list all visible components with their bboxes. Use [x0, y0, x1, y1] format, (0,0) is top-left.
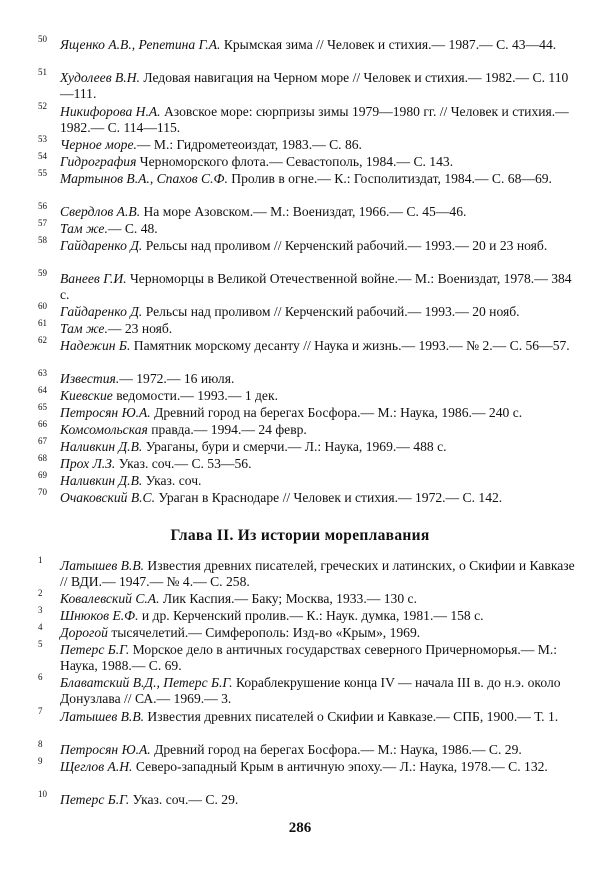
footnote-number: 4 [38, 622, 43, 632]
footnote-author: Никифорова Н.А. [60, 104, 161, 119]
footnote-3 [38, 605, 578, 624]
footnote-text: Древний город на берегах Босфора.— М.: Наука, 1986.— 240 с. [150, 405, 523, 420]
footnote-author: Наливкин Д.В. [60, 439, 143, 454]
footnote-number: 58 [38, 235, 47, 245]
footnote-4 [38, 622, 578, 641]
footnote-69 [38, 470, 578, 489]
footnote-68 [38, 453, 578, 472]
footnote-author: Наливкин Д.В. [60, 473, 143, 488]
footnote-number: 6 [38, 672, 43, 682]
footnote-1 [38, 555, 578, 591]
footnote-text: Ледовая навигация на Черном море // Человек и стихия.— 1982.— С. 110—111. [60, 70, 569, 102]
footnote-5 [38, 639, 578, 675]
footnote-number: 50 [38, 34, 47, 44]
footnote-56 [38, 201, 578, 220]
footnote-author: Киевские [60, 388, 113, 403]
footnote-author: Свердлов А.В. [60, 204, 141, 219]
footnote-number: 61 [38, 318, 47, 328]
footnote-author: Шнюков Е.Ф. [60, 608, 139, 623]
footnote-65 [38, 402, 578, 421]
footnote-author: Мартынов В.А., Спахов С.Ф. [60, 171, 228, 186]
footnote-text: Известия древних писателей о Скифии и Кавказе.— СПБ, 1900.— Т. 1. [144, 709, 559, 724]
footnote-text: ведомости.— 1993.— 1 дек. [112, 388, 278, 403]
footnote-6 [38, 672, 578, 708]
footnote-number: 53 [38, 134, 47, 144]
footnote-53 [38, 134, 578, 153]
footnote-number: 52 [38, 101, 47, 111]
footnote-text: Древний город на берегах Босфора.— М.: Наука, 1986.— С. 29. [150, 742, 522, 757]
footnote-number: 59 [38, 268, 47, 278]
footnote-text: Крымская зима // Человек и стихия.— 1987.— С. 43—44. [220, 37, 557, 52]
footnote-52 [38, 101, 578, 137]
footnote-author: Петросян Ю.А. [60, 742, 151, 757]
footnote-text: Ураганы, бури и смерчи.— Л.: Наука, 1969.— 488 с. [142, 439, 447, 454]
footnote-author: Ященко А.В., Репетина Г.А. [60, 37, 221, 52]
footnote-text: Черноморцы в Великой Отечественной войне.— М.: Воениздат, 1978.— 384 с. [60, 271, 572, 303]
footnote-number: 56 [38, 201, 47, 211]
footnote-9 [38, 756, 578, 775]
footnote-author: Латышев В.В. [60, 558, 145, 573]
footnote-number: 1 [38, 555, 43, 565]
footnote-author: Прох Л.З. [60, 456, 116, 471]
footnote-author: Там же. [60, 321, 108, 336]
footnote-text: Кораблекрушение конца IV — начала III в. до н.э. около Донузлава // СА.— 1969.— 3. [60, 675, 561, 707]
footnote-number: 63 [38, 368, 47, 378]
footnote-author: Черное море. [60, 137, 137, 152]
footnote-text: Указ. соч.— С. 53—56. [115, 456, 252, 471]
footnote-7 [38, 706, 578, 725]
footnote-author: Комсомольская [60, 422, 148, 437]
footnote-number: 60 [38, 301, 47, 311]
page-number: 286 [288, 820, 312, 836]
footnote-number: 10 [38, 789, 47, 799]
footnote-text: Черноморского флота.— Севастополь, 1984.— С. 143. [136, 154, 454, 169]
footnote-text: — 1972.— 16 июля. [119, 371, 235, 386]
footnote-number: 70 [38, 487, 47, 497]
footnote-61 [38, 318, 578, 337]
footnote-author: Петерс Б.Г. [60, 792, 130, 807]
footnote-60 [38, 301, 578, 320]
footnote-number: 69 [38, 470, 47, 480]
footnote-text: Памятник морскому десанту // Наука и жизнь.— 1993.— № 2.— С. 56—57. [130, 338, 570, 353]
footnote-number: 2 [38, 588, 43, 598]
footnote-10 [38, 789, 578, 808]
footnote-text: Морское дело в античных государствах северного Причерноморья.— М.: Наука, 1988.— С. 69. [60, 642, 558, 674]
footnote-number: 57 [38, 218, 47, 228]
footnote-number: 7 [38, 706, 43, 716]
footnote-number: 66 [38, 419, 47, 429]
footnote-author: Петерс Б.Г. [60, 642, 130, 657]
footnote-63 [38, 368, 578, 387]
footnote-text: — 23 нояб. [107, 321, 173, 336]
footnote-62 [38, 335, 578, 354]
footnote-text: Ураган в Краснодаре // Человек и стихия.— 1972.— С. 142. [155, 490, 503, 505]
footnote-number: 67 [38, 436, 47, 446]
footnote-2 [38, 588, 578, 607]
footnote-author: Известия. [60, 371, 120, 386]
footnote-number: 64 [38, 385, 47, 395]
footnote-text: Указ. соч. [142, 473, 202, 488]
footnote-text: тысячелетий.— Симферополь: Изд-во «Крым», 1969. [107, 625, 421, 640]
footnote-70 [38, 487, 578, 506]
footnote-author: Блаватский В.Д., Петерс Б.Г. [60, 675, 233, 690]
chapter-heading: Глава II. Из истории мореплавания [170, 527, 430, 544]
footnote-number: 3 [38, 605, 43, 615]
footnote-number: 54 [38, 151, 47, 161]
footnote-64 [38, 385, 578, 404]
footnote-text: Указ. соч.— С. 29. [129, 792, 239, 807]
footnote-66 [38, 419, 578, 438]
footnote-author: Гайдаренко Д. [60, 304, 143, 319]
footnote-author: Надежин Б. [60, 338, 131, 353]
footnote-55 [38, 168, 578, 187]
footnote-text: Известия древних писателей, греческих и латинских, о Скифии и Кавказе // ВДИ.— 1947.— № 4.— С. 258. [60, 558, 575, 590]
footnote-text: Рельсы над проливом // Керченский рабочий.— 1993.— 20 нояб. [142, 304, 520, 319]
footnote-number: 9 [38, 756, 43, 766]
footnote-author: Худолеев В.Н. [60, 70, 140, 85]
footnote-number: 62 [38, 335, 47, 345]
footnote-text: и др. Керченский пролив.— К.: Наук. думка, 1981.— 158 с. [138, 608, 484, 623]
footnote-number: 55 [38, 168, 47, 178]
footnote-author: Очаковский В.С. [60, 490, 156, 505]
footnote-author: Щеглов А.Н. [60, 759, 133, 774]
footnote-text: Лик Каспия.— Баку; Москва, 1933.— 130 с. [159, 591, 417, 606]
footnote-author: Петросян Ю.А. [60, 405, 151, 420]
footnote-text: Северо-западный Крым в античную эпоху.— Л.: Наука, 1978.— С. 132. [132, 759, 548, 774]
footnote-text: Азовское море: сюрпризы зимы 1979—1980 гг. // Человек и стихия.— 1982.— С. 114—115. [60, 104, 569, 136]
footnote-text: правда.— 1994.— 24 февр. [147, 422, 307, 437]
footnote-57 [38, 218, 578, 237]
footnote-8 [38, 739, 578, 758]
footnote-number: 5 [38, 639, 43, 649]
footnote-number: 65 [38, 402, 47, 412]
footnote-text: — М.: Гидрометеоиздат, 1983.— С. 86. [136, 137, 362, 152]
footnote-author: Ванеев Г.И. [60, 271, 127, 286]
footnote-author: Гайдаренко Д. [60, 238, 143, 253]
footnote-author: Ковалевский С.А. [60, 591, 160, 606]
footnote-author: Гидрография [60, 154, 137, 169]
footnote-text: Пролив в огне.— К.: Госполитиздат, 1984.— С. 68—69. [227, 171, 552, 186]
footnote-text: На море Азовском.— М.: Воениздат, 1966.— С. 45—46. [140, 204, 467, 219]
footnote-author: Дорогой [60, 625, 108, 640]
footnote-51 [38, 67, 578, 103]
footnote-50 [38, 34, 578, 53]
footnote-text: Рельсы над проливом // Керченский рабочий.— 1993.— 20 и 23 нояб. [142, 238, 548, 253]
footnote-67 [38, 436, 578, 455]
footnote-58 [38, 235, 578, 254]
footnote-number: 68 [38, 453, 47, 463]
footnote-author: Латышев В.В. [60, 709, 145, 724]
footnote-59 [38, 268, 578, 304]
footnote-54 [38, 151, 578, 170]
footnote-text: — С. 48. [107, 221, 158, 236]
footnote-number: 51 [38, 67, 47, 77]
footnote-author: Там же. [60, 221, 108, 236]
footnote-number: 8 [38, 739, 43, 749]
